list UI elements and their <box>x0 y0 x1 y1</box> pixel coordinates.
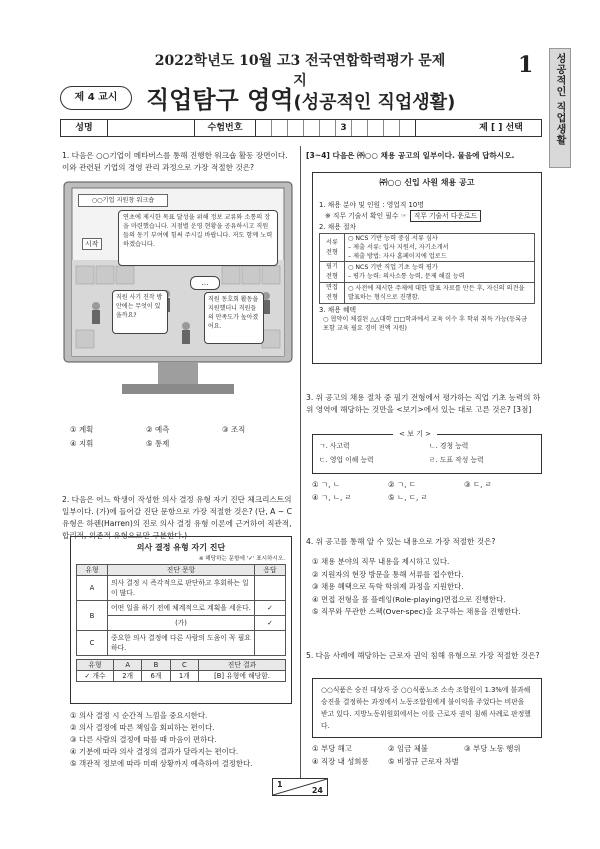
q2-options <box>70 710 296 770</box>
subject-sidebar <box>549 48 571 168</box>
q4-option[interactable]: ① 채용 분야의 직무 내용을 제시하고 있다. <box>312 557 450 566</box>
q2-option[interactable]: ③ 다른 사람의 결정에 따를 때 마음이 편하다. <box>70 735 217 744</box>
q3-options <box>312 479 542 503</box>
row-check[interactable]: ✓ <box>255 601 286 616</box>
q1-option[interactable]: ③ 조직 <box>222 425 246 434</box>
page-number: 1 <box>518 52 534 78</box>
result-col: C <box>170 660 198 671</box>
q1-option[interactable]: ② 예측 <box>146 425 170 434</box>
q5-option[interactable]: ① 부당 해고 <box>312 744 352 753</box>
exam-no-boxes[interactable] <box>256 120 461 136</box>
result-cell: 1개 <box>170 671 198 682</box>
session-badge <box>60 86 132 110</box>
q4-option[interactable]: ④ 면접 전형을 롤 플레잉(Role-playing)면접으로 진행한다. <box>312 594 506 604</box>
q1-text: 1. 다음은 ○○기업이 메타버스를 통해 진행한 워크숍 활동 장면이다. 이와 관련된 기업의 경영 관리 과정으로 가장 적절한 것은? <box>62 151 288 172</box>
q2-option[interactable]: ④ 기분에 따라 의사 결정의 결과가 달라지는 편이다. <box>70 747 239 756</box>
bubble-answer-text: 직원 동호회 활동을 지원했더니 직원들의 만족도가 높아졌어요. <box>208 296 259 330</box>
bubble-leader <box>118 210 278 266</box>
q2-option[interactable]: ⑤ 객관적 정보에 따라 미래 상황까지 예측하여 결정한다. <box>70 759 253 768</box>
q2-option[interactable]: ② 의사 결정에 따른 책임을 회피하는 편이다. <box>70 723 215 732</box>
row-check[interactable]: ✓ <box>255 616 286 631</box>
q1-option[interactable]: ④ 지휘 <box>70 439 94 448</box>
q5-case-box <box>312 678 542 738</box>
q1-monitor <box>62 180 294 400</box>
q1-options <box>70 424 290 449</box>
proc-line: ○ 사전에 제시한 주제에 대한 발표 자료를 만든 후, 자신의 의견을 발표하는 형식으로 진행함. <box>348 285 525 301</box>
result-col: 유형 <box>77 660 114 671</box>
bubble-question <box>112 290 168 334</box>
notice-s1: 1. 채용 분야 및 인원 : 영업직 10명 <box>319 201 424 209</box>
row-item: 의사 결정 시 즉각적으로 판단하고 후회하는 일이 많다. <box>108 576 255 601</box>
q2-box-note: ※ 해당하는 문항에 '✓' 표시하시오. <box>198 556 285 562</box>
page-footer <box>272 778 328 796</box>
q3-text: 3. 위 공고의 채용 절차 중 필기 전형에서 평가하는 직업 기초 능력의 하위 영역에 해당하는 것만을 <보기>에서 있는 대로 고른 것은? [3점] <box>306 393 541 414</box>
q5-option[interactable]: ③ 부당 노동 행위 <box>464 744 521 753</box>
subject-main: 직업탐구 영역 <box>146 86 294 114</box>
q4-option[interactable]: ⑤ 직무와 무관한 스펙(Over-spec)을 요구하는 채용을 진행한다. <box>312 607 521 616</box>
procedure-table <box>319 233 535 304</box>
bogi-item: ㄹ. 도표 작성 능력 <box>429 456 484 464</box>
q2-box-title: 의사 결정 유형 자기 진단 <box>136 543 226 552</box>
q1-option[interactable]: ⑤ 통제 <box>146 439 170 448</box>
row-check[interactable] <box>255 631 286 656</box>
bubble-dots <box>190 276 220 290</box>
q5-case-text: ○○식품은 승진 대상자 중 ○○식품노조 소속 조합원이 1.3%에 불과해 승진을 결정하는 과정에서 노동조합원에게 불이익을 주었다는 비판을 받고 있다. 지방노동위원회에서는 이를 근로자 권익 침해 사례로 판정했다. <box>321 686 531 730</box>
footer-total: 24 <box>311 786 323 795</box>
q5-option[interactable]: ④ 직장 내 성희롱 <box>312 757 369 766</box>
result-col: 진단 결과 <box>199 660 286 671</box>
q3-option[interactable]: ② ㄱ, ㄷ <box>388 480 416 489</box>
proc-line: ○ NCS 기반 능력 중심 서류 심사 <box>348 235 438 242</box>
result-cell: [B] 유형에 해당함. <box>199 671 286 682</box>
col-check: 응답 <box>255 565 286 576</box>
name-label: 성명 <box>61 120 108 136</box>
row-item: 어떤 일을 하기 전에 체계적으로 계획을 세운다. <box>108 601 255 616</box>
q4-option[interactable]: ② 지원자의 현장 방문을 통해 서류를 접수한다. <box>312 569 464 579</box>
proc-label: 면접 전형 <box>320 283 345 304</box>
download-button[interactable] <box>410 210 481 222</box>
q5-option[interactable]: ② 임금 체불 <box>388 744 428 753</box>
q2-result-table <box>76 659 286 682</box>
proc-line: ○ NCS 기반 직업 기초 능력 평가 <box>348 264 438 271</box>
q2-text: 2. 다음은 어느 학생이 작성한 의사 결정 유형 자기 진단 체크리스트의 일부이다. (가)에 들어갈 진단 문항으로 가장 적절한 것은? (단, A ~ C유형은 하렌(Harren)의 진로 의사 결정 유형 이론에 근거하여 직관적, 합리적, 의존적 유형으로만 구분한다.) <box>62 495 292 540</box>
q3-option[interactable]: ⑤ ㄴ, ㄷ, ㄹ <box>388 493 428 502</box>
q3-option[interactable]: ④ ㄱ, ㄴ, ㄹ <box>312 493 352 502</box>
q1-option[interactable]: ① 계획 <box>70 425 94 434</box>
column-divider <box>300 146 301 778</box>
row-item-blank: (가) <box>108 616 255 631</box>
bubble-answer <box>204 292 264 344</box>
bubble-leader-text: 연초에 제시한 목표 달성을 위해 정보 교류와 소통의 장을 마련했습니다. 지점별 운영 현황을 공유하시고 직원들의 동기 부여에 힘써 주시길 바랍니다. 저도 함께 노력하겠습니다. <box>123 214 273 248</box>
q5-options <box>312 743 544 767</box>
job-notice <box>312 172 542 364</box>
q3-option[interactable]: ③ ㄷ, ㄹ <box>464 480 492 489</box>
bogi-box <box>312 430 542 474</box>
q2-option[interactable]: ① 의사 결정 시 순간적 느낌을 중요시한다. <box>70 711 208 720</box>
exam-no-label: 수험번호 <box>195 120 256 136</box>
notice-title: ㈜○○ 신입 사원 채용 공고 <box>379 178 475 187</box>
proc-line: – 평가 능력: 의사소통 능력, 문제 해결 능력 <box>348 273 465 280</box>
subject-title <box>146 80 455 115</box>
q4-text: 4. 위 공고를 통해 알 수 있는 내용으로 가장 적절한 것은? <box>306 537 496 546</box>
row-type: B <box>77 601 108 631</box>
result-col: A <box>114 660 142 671</box>
bogi-item: ㄷ. 영업 이해 능력 <box>319 456 374 464</box>
q5-option[interactable]: ⑤ 비정규 근로자 차별 <box>388 757 459 766</box>
session-label: 제 4 교시 <box>74 92 118 103</box>
result-cell: 6개 <box>142 671 170 682</box>
col-item: 진단 문항 <box>108 565 255 576</box>
name-field[interactable] <box>108 120 195 136</box>
row-item: 중요한 의사 결정에 다른 사람의 도움이 꼭 필요하다. <box>108 631 255 656</box>
exam-title: 2022학년도 10월 고3 전국연합학력평가 문제지 <box>154 53 446 89</box>
bubble-dots-text: … <box>201 279 209 287</box>
q34-intro: [3~4] 다음은 ㈜○○ 채용 공고의 일부이다. 물음에 답하시오. <box>306 151 515 160</box>
start-label: 시작 <box>82 238 102 250</box>
row-check[interactable] <box>255 576 286 601</box>
bogi-title: < 보 기 > <box>393 429 437 439</box>
q5-text: 5. 다음 사례에 해당하는 근로자 권익 침해 유형으로 가장 적절한 것은? <box>306 651 540 660</box>
proc-line: – 제출 방법: 자사 홈페이지에 업로드 <box>348 253 447 260</box>
proc-line: – 제출 서류: 입사 지원서, 자기소개서 <box>348 244 449 251</box>
select-label: 제 [ ] 선택 <box>479 123 523 133</box>
bubble-question-text: 직원 사기 진작 방안에는 무엇이 있을까요? <box>116 294 163 319</box>
sidebar-label: 성공적인 직업생활 <box>554 53 565 146</box>
notice-s2: 2. 채용 절차 <box>319 223 357 231</box>
bogi-item: ㄴ. 경청 능력 <box>429 442 469 450</box>
screen-tag <box>78 194 168 207</box>
col-type: 유형 <box>77 565 108 576</box>
bogi-item: ㄱ. 사고력 <box>319 442 350 450</box>
info-row <box>60 119 542 137</box>
result-col: B <box>142 660 170 671</box>
result-cell: 2개 <box>114 671 142 682</box>
q3-option[interactable]: ① ㄱ, ㄴ <box>312 480 340 489</box>
notice-s3-line: ○ 협약이 체결된 △△대학 □□학과에서 교육 이수 후 학위 취득 가능(등록금 포함 교육 필요 경비 전액 지원) <box>323 316 528 332</box>
proc-label: 필기 전형 <box>320 262 345 283</box>
proc-label: 서류 전형 <box>320 234 345 262</box>
subject-sub: (성공적인 직업생활) <box>293 92 456 113</box>
notice-s1-note: ※ 직무 기술서 확인 필수 ☞ <box>325 212 407 220</box>
exam-no-fixed-digit: 3 <box>336 120 352 136</box>
q4-option[interactable]: ③ 채용 혜택으로 독학 학위제 과정을 지원한다. <box>312 582 464 591</box>
q2-table <box>76 564 286 656</box>
q4-options <box>312 556 544 619</box>
notice-s3: 3. 채용 혜택 <box>319 306 357 314</box>
screen-tag-label: ○○기업 지원창 워크숍 <box>91 197 155 204</box>
row-type: A <box>77 576 108 601</box>
row-type: C <box>77 631 108 656</box>
q2-box <box>70 536 292 704</box>
result-cell: ✓ 개수 <box>77 671 114 682</box>
download-button-label: 직무 기술서 다운로드 <box>413 212 478 220</box>
footer-page: 1 <box>277 780 283 789</box>
